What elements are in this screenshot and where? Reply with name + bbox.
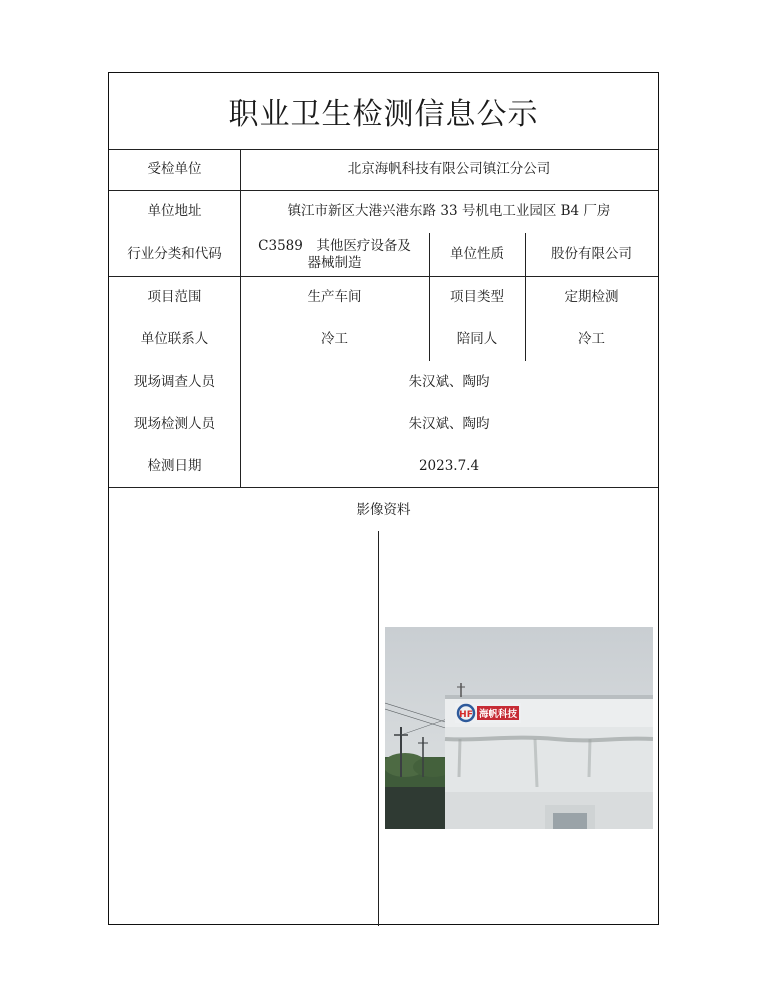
label-project-scope: 项目范围	[147, 288, 202, 305]
label-industry: 行业分类和代码	[127, 246, 222, 262]
label-test-date: 检测日期	[147, 457, 202, 474]
value-test-staff: 朱汉斌、陶昀	[408, 415, 490, 432]
label-test-staff: 现场检测人员	[134, 415, 215, 432]
value-unit-nature: 股份有限公司	[551, 246, 632, 262]
divider	[378, 531, 379, 926]
disclosure-form	[108, 72, 659, 925]
value-unit-address: 镇江市新区大港兴港东路 33 号机电工业园区 B4 厂房	[287, 203, 611, 219]
site-photo-drawing	[385, 627, 653, 829]
value-inspected-unit: 北京海帆科技有限公司镇江分公司	[347, 161, 551, 177]
label-survey-staff: 现场调查人员	[134, 373, 215, 390]
label-escort: 陪同人	[456, 331, 498, 347]
value-test-date: 2023.7.4	[418, 457, 480, 474]
value-industry: C3589 其他医疗设备及器械制造	[258, 237, 411, 271]
label-contact: 单位联系人	[140, 331, 209, 347]
site-photo	[385, 627, 653, 829]
value-escort: 冷工	[578, 331, 605, 347]
value-survey-staff: 朱汉斌、陶昀	[408, 373, 490, 390]
value-project-scope: 生产车间	[307, 288, 362, 305]
label-project-type: 项目类型	[450, 288, 504, 305]
label-inspected-unit: 受检单位	[147, 161, 202, 177]
divider	[109, 487, 658, 488]
label-unit-nature: 单位性质	[450, 246, 504, 262]
images-section-label: 影像资料	[356, 501, 411, 518]
sign-text: 海帆科技	[478, 709, 518, 720]
value-contact: 冷工	[321, 331, 348, 347]
label-unit-address: 单位地址	[147, 203, 202, 219]
value-project-type: 定期检测	[564, 288, 619, 305]
page-title: 职业卫生检测信息公示	[228, 97, 539, 132]
sign-logo: HF	[459, 710, 473, 720]
